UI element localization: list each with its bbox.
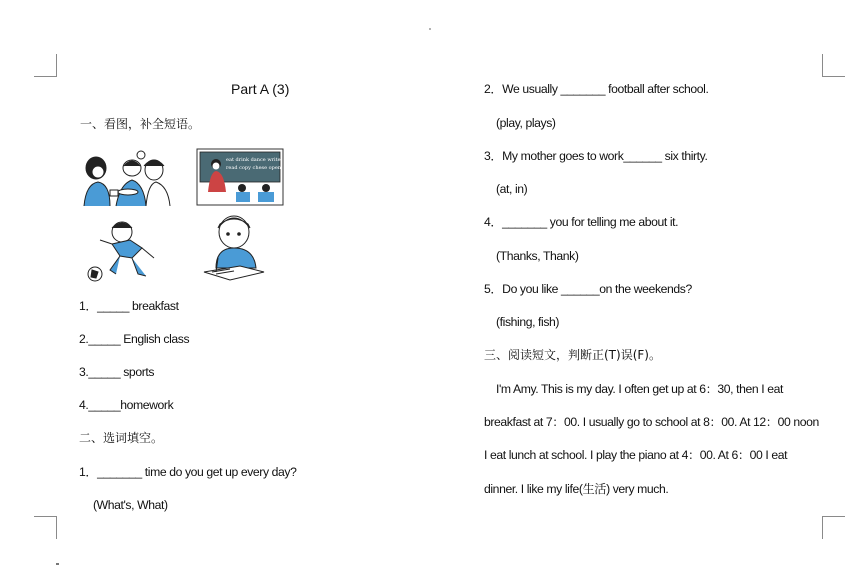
crop-mark-top-left bbox=[34, 54, 57, 77]
phrase-item: 3._____ sports bbox=[79, 365, 155, 379]
phrase-item: 2._____ English class bbox=[79, 332, 190, 346]
phrase-item: 1．_____ breakfast bbox=[79, 299, 179, 313]
crop-mark-top-right bbox=[822, 54, 845, 77]
breakfast-picture bbox=[80, 148, 172, 208]
footer-dot bbox=[56, 563, 59, 565]
fill-options: (fishing, fish) bbox=[496, 315, 560, 329]
phrase-item: 4._____homework bbox=[79, 398, 174, 412]
passage-line: I'm Amy. This is my day. I often get up at 6：30, then I eat bbox=[496, 382, 783, 396]
fill-options: (at, in) bbox=[496, 182, 528, 196]
fill-options: (play, plays) bbox=[496, 116, 556, 130]
passage-line: I eat lunch at school. I play the piano at 4：00. At 6：00 I eat bbox=[484, 448, 788, 462]
fill-question: 1．_______ time do you get up every day? bbox=[79, 465, 297, 479]
english-class-picture bbox=[196, 148, 284, 206]
fill-options: (Thanks, Thank) bbox=[496, 249, 579, 263]
fill-options: (What's, What) bbox=[93, 498, 168, 512]
passage-line: breakfast at 7：00. I usually go to school at 8：00. At 12：00 noon bbox=[484, 415, 819, 429]
homework-picture bbox=[200, 210, 272, 282]
section2-heading: 二、选词填空。 bbox=[79, 431, 164, 445]
board-line-2: read copy chese open bbox=[226, 165, 282, 171]
section1-heading: 一、看图，补全短语。 bbox=[80, 117, 201, 131]
crop-mark-bottom-left bbox=[34, 516, 57, 539]
board-line-1: eat drink dance write bbox=[226, 157, 281, 163]
header-dot bbox=[429, 28, 431, 30]
fill-question: 2．We usually _______ football after school. bbox=[484, 82, 709, 96]
football-picture bbox=[86, 218, 158, 284]
fill-question: 3．My mother goes to work______ six thirty. bbox=[484, 149, 708, 163]
section3-heading: 三、阅读短文，判断正(T)误(F)。 bbox=[484, 348, 661, 362]
page-title: Part A (3) bbox=[231, 81, 290, 97]
crop-mark-bottom-right bbox=[822, 516, 845, 539]
passage-line: dinner. I like my life(生活) very much. bbox=[484, 482, 669, 496]
fill-question: 4．_______ you for telling me about it. bbox=[484, 215, 679, 229]
fill-question: 5．Do you like ______on the weekends? bbox=[484, 282, 692, 296]
